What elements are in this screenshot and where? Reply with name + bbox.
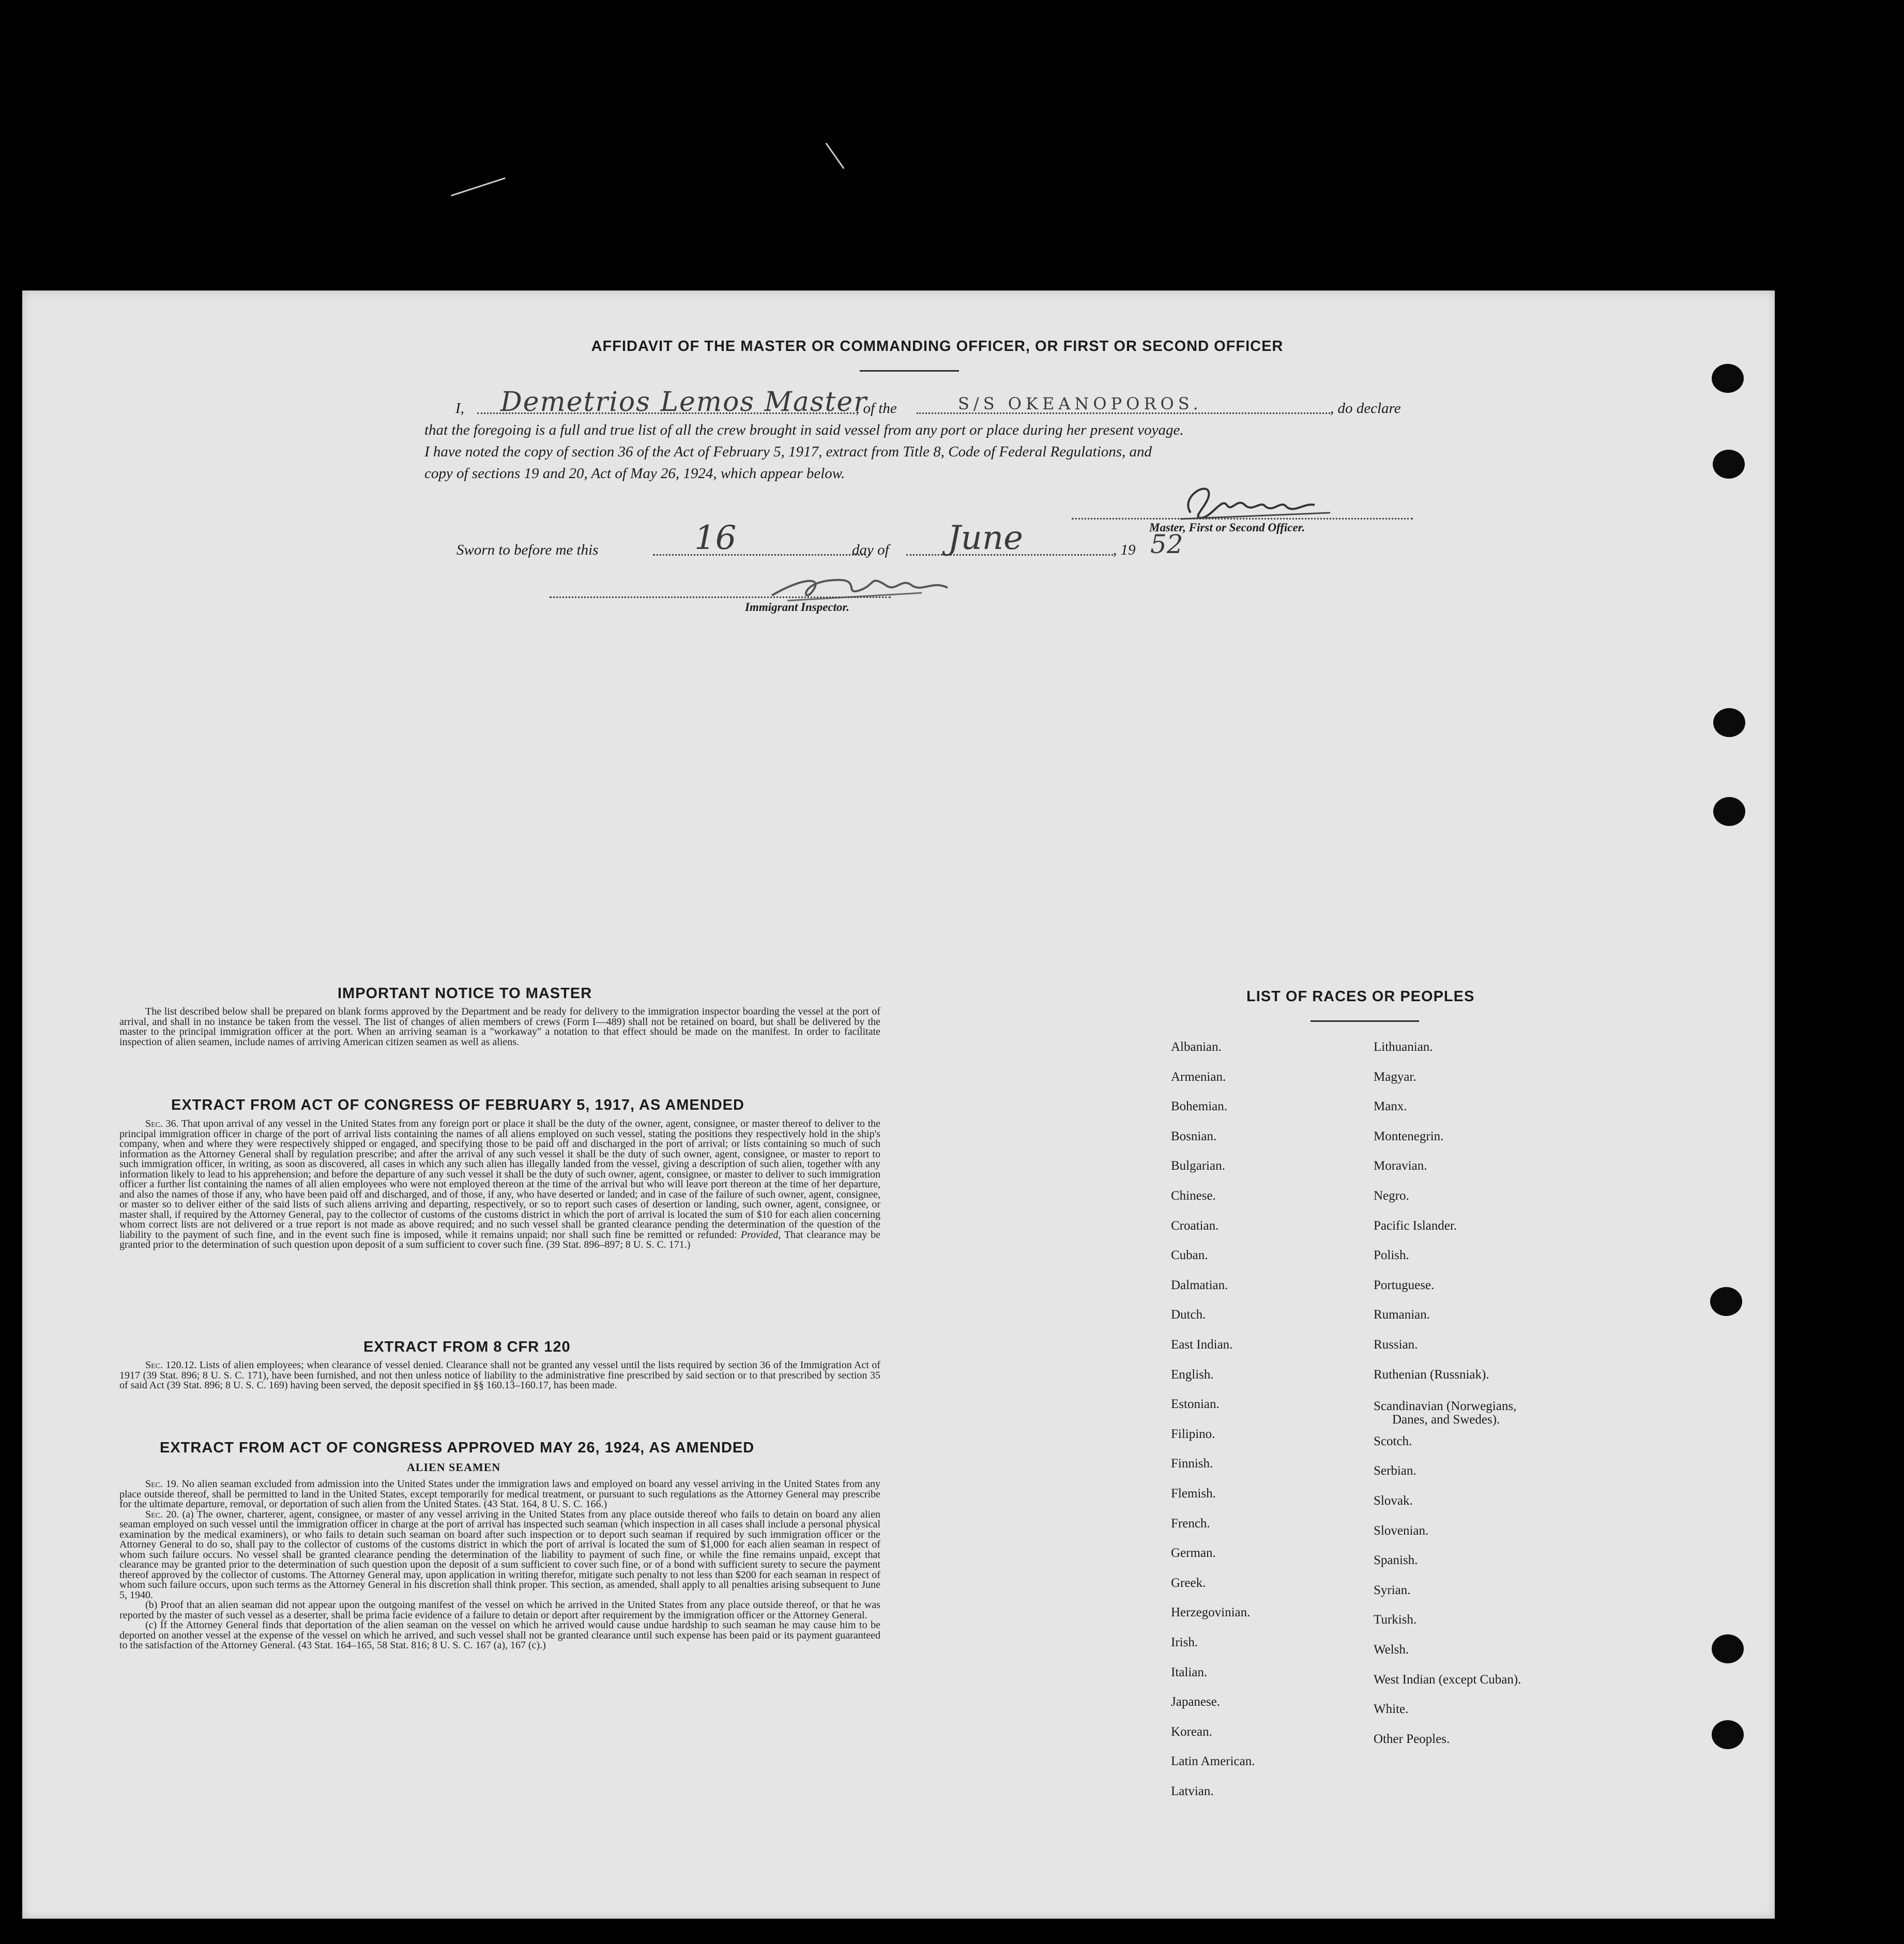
- extract-1917-body: [119, 1119, 880, 1250]
- film-scratch: [451, 177, 506, 196]
- race-item: Korean.: [1171, 1725, 1212, 1739]
- race-item: Latin American.: [1171, 1754, 1255, 1768]
- provided-word: Provided,: [740, 1229, 781, 1241]
- race-item: Bulgarian.: [1171, 1159, 1225, 1173]
- race-item: Flemish.: [1171, 1487, 1216, 1501]
- race-item: Filipino.: [1171, 1427, 1215, 1441]
- race-item: English.: [1171, 1368, 1214, 1382]
- sworn-prefix: Sworn to before me this: [456, 542, 599, 558]
- master-name-handwritten: Demetrios Lemos Master: [500, 387, 868, 418]
- section-36-tail: That clearance may be granted prior to the determination of such question upon deposit of a sum sufficient to cover such fine. (39 Stat. 896–897; 8 U. S. C. 171.): [119, 1229, 880, 1250]
- race-item: Chinese.: [1171, 1189, 1216, 1203]
- race-item: Scandinavian (Norwegians,: [1374, 1399, 1517, 1413]
- race-item: Slovak.: [1374, 1494, 1413, 1508]
- race-item: Herzegovinian.: [1171, 1605, 1251, 1619]
- year-handwritten: 52: [1150, 529, 1183, 559]
- declaration-line-3: I have noted the copy of section 36 of the Act of February 5, 1917, extract from Title 8, Code of Federal Regulations, and: [424, 443, 1152, 460]
- extract-1917-title: EXTRACT FROM ACT OF CONGRESS OF FEBRUARY 5, 1917, AS AMENDED: [171, 1097, 744, 1113]
- sworn-day-field: [653, 554, 870, 556]
- notice-title: IMPORTANT NOTICE TO MASTER: [338, 985, 592, 1002]
- race-item: West Indian (except Cuban).: [1374, 1673, 1521, 1687]
- day-of-label: day of: [852, 542, 889, 558]
- officer-signature: [1175, 477, 1346, 526]
- section-20-c: (c) If the Attorney General finds that deportation of the alien seaman on the vessel on which he arrived would cause undue hardship to such seaman he may cause him to be deported on another vessel at the expense of the vessel on which he arrived, and such vessel shall not be granted clearance until such expense has been paid or its payment guaranteed to the satisfaction of the Attorney General. (43 Stat. 164–165, 58 Stat. 816; 8 U. S. C. 167 (a), 167 (c).): [119, 1619, 880, 1651]
- race-item: Spanish.: [1374, 1553, 1418, 1567]
- race-item: Other Peoples.: [1374, 1732, 1450, 1746]
- race-item: Serbian.: [1374, 1464, 1416, 1478]
- race-item: Lithuanian.: [1374, 1040, 1433, 1054]
- declaration-line-4: copy of sections 19 and 20, Act of May 26, 1924, which appear below.: [424, 465, 845, 482]
- inspector-caption: Immigrant Inspector.: [745, 601, 849, 614]
- races-title: LIST OF RACES OR PEOPLES: [1246, 988, 1475, 1005]
- race-item: Scotch.: [1374, 1434, 1412, 1448]
- race-item: White.: [1374, 1702, 1409, 1716]
- extract-1924-body: [119, 1479, 880, 1651]
- inspector-signature-line: [550, 596, 891, 598]
- race-item: East Indian.: [1171, 1338, 1233, 1352]
- race-item: Finnish.: [1171, 1457, 1213, 1471]
- race-item: Latvian.: [1171, 1784, 1214, 1798]
- year-prefix: , 19: [1113, 542, 1136, 558]
- race-item: Albanian.: [1171, 1040, 1222, 1054]
- race-item: Welsh.: [1374, 1643, 1409, 1657]
- punch-hole: [1713, 450, 1745, 479]
- race-item: Slovenian.: [1374, 1524, 1429, 1538]
- race-item: Negro.: [1374, 1189, 1409, 1203]
- race-item: Dalmatian.: [1171, 1278, 1228, 1292]
- extract-1924-title: EXTRACT FROM ACT OF CONGRESS APPROVED MAY 26, 1924, AS AMENDED: [160, 1440, 755, 1456]
- race-item: Croatian.: [1171, 1219, 1219, 1233]
- notice-body-text: The list described below shall be prepared on blank forms approved by the Department and be ready for delivery to the immigration inspector boarding the vessel at the port of arrival, and shall in no instance be taken from the vessel. The list of changes of alien members of crews (Form I—489) shall not be retained on board, but shall be delivered by the master to the principal immigration officer at the port. When an arriving seaman is a "workaway" a notation to that effect should be made on the manifest. In order to facilitate inspection of alien seamen, include names of arriving American citizen seamen as well as aliens.: [119, 1006, 880, 1048]
- race-item: Danes, and Swedes).: [1392, 1413, 1500, 1427]
- sworn-day-handwritten: 16: [694, 519, 737, 557]
- section-19-text: No alien seaman excluded from admission into the United States under the immigration laws and employed on board any vessel arriving in the United States from any place outside thereof, shall be permitted to land in the United States, except temporarily for medical treatment, or pursuant to such regulations as the Attorney General may prescribe for the ultimate departure, removal, or deportation of such alien from the United States. (43 Stat. 164, 8 U. S. C. 166.): [119, 1478, 880, 1510]
- race-item: Armenian.: [1171, 1070, 1226, 1084]
- section-36-text: That upon arrival of any vessel in the United States from any foreign port or place it shall be the duty of the owner, agent, consignee, or master thereof to deliver to the principal immigration officer in charge of the port of arrival lists containing the names of all aliens employed on such vessel, stating the positions they respectively hold in the ship's company, when and where they were respectively shipped or engaged, and specifying those to be paid off and discharged in the port of arrival; or lists containing so much of such information as the Attorney General shall by regulation prescribe; and after the arrival of any such vessel it shall be the duty of such owner, agent, consignee, or master to report to such immigration officer, in writing, as soon as discovered, all cases in which any such alien has illegally landed from the vessel, giving a description of such alien, together with any information likely to lead to his apprehension; and before the departure of any such vessel it shall be the duty of such owner, agent, consignee, or master to deliver to such immigration officer a further list containing the names of all alien employees who were not employed thereon at the time of the arrival but who will leave port thereon at the time of her departure, and also the names of those if any, who have been paid off and discharged, and of those, if any, who have deserted or landed; and in case of the failure of such owner, agent, consignee, or master so to deliver either of the said lists of such aliens arriving and departing, respectively, or so to report such cases of desertion or landing, such owner, agent, consignee, or master shall, if required by the Attorney General, pay to the collector of customs of the customs district in which the port of arrival is located the sum of $10 for each alien concerning whom correct lists are not delivered or a true report is not made as above required; and no such vessel shall be granted clearance pending the determination of the question of the liability to the payment of such fine, and in the event such fine is imposed, while it remains unpaid; nor shall such fine be remitted or refunded:: [119, 1118, 881, 1241]
- race-item: Moravian.: [1374, 1159, 1427, 1173]
- section-120-label: Sec. 120.12.: [145, 1359, 197, 1371]
- section-20-text: (a) The owner, charterer, agent, consignee, or master of any vessel arriving in the United States from any place outside thereof who fails to detain on board any alien seaman employed on such vessel until the immigration officer in charge at the port of arrival has inspected such seaman (which inspection in all cases shall include a personal physical examination by the medical examiners), or who fails to detain such seaman on board after such inspection or to deport such seaman if required by such immigration officer or the Attorney General to do so, shall pay to the collector of customs of the customs district in which the port of arrival is located the sum of $1,000 for each alien seaman in respect of whom such failure occurs. No vessel shall be granted clearance pending the determination of the liability to payment of such fine, or while the fine remains unpaid, except that clearance may be granted prior to the determination of such question upon the deposit of a sum sufficient to cover such fine, or of a bond with sufficient surety to secure the payment thereof approved by the collector of customs. The Attorney General may, upon application in writing therefor, mitigate such penalty to not less than $200 for each seaman in respect of whom such failure occurs, upon such terms as the Attorney General in his discretion shall think proper. This section, as amended, shall apply to all penalties arising subsequent to June 5, 1940.: [119, 1508, 880, 1601]
- race-item: Turkish.: [1374, 1613, 1417, 1627]
- race-item: Syrian.: [1374, 1583, 1411, 1597]
- race-item: Dutch.: [1171, 1308, 1206, 1322]
- punch-hole: [1712, 364, 1744, 393]
- section-36-label: Sec. 36.: [145, 1118, 179, 1129]
- race-item: Bosnian.: [1171, 1129, 1217, 1143]
- race-item: German.: [1171, 1546, 1216, 1560]
- punch-hole: [1710, 1287, 1742, 1316]
- race-item: Greek.: [1171, 1576, 1206, 1590]
- vessel-name-handwritten: S/S OKEANOPOROS.: [958, 394, 1202, 414]
- race-item: Polish.: [1374, 1248, 1409, 1262]
- section-120-text: Lists of alien employees; when clearance of vessel denied. Clearance shall not be granted any vessel until the lists required by section 36 of the Immigration Act of 1917 (39 Stat. 896; 8 U. S. C. 171), have been furnished, and not then unless notice of liability to the administrative fine prescribed by said section or to that prescribed by section 35 of said Act (39 Stat. 896; 8 U. S. C. 169) having been served, the deposit specified in §§ 160.13–160.17, has been made.: [119, 1359, 881, 1391]
- extract-cfr-title: EXTRACT FROM 8 CFR 120: [363, 1339, 571, 1355]
- punch-hole: [1713, 797, 1745, 826]
- document-page: [22, 290, 1775, 1919]
- race-item: Montenegrin.: [1374, 1129, 1444, 1143]
- race-item: Portuguese.: [1374, 1278, 1435, 1292]
- race-item: Irish.: [1171, 1635, 1198, 1649]
- declaration-suffix: , do declare: [1330, 400, 1401, 417]
- sworn-month-handwritten: June: [948, 519, 1023, 557]
- race-item: Italian.: [1171, 1665, 1208, 1679]
- affidavit-title-rule: [860, 370, 959, 372]
- race-item: French.: [1171, 1517, 1210, 1530]
- race-item: Manx.: [1374, 1099, 1407, 1113]
- declaration-line-2: that the foregoing is a full and true list of all the crew brought in said vessel from any port or place during her present voyage.: [424, 422, 1184, 438]
- film-scratch: [826, 143, 845, 169]
- section-19-label: Sec. 19.: [145, 1478, 179, 1490]
- extract-1924-subtitle: ALIEN SEAMEN: [407, 1461, 501, 1474]
- section-20-label: Sec. 20.: [145, 1508, 179, 1520]
- races-title-rule: [1311, 1020, 1419, 1022]
- race-item: Russian.: [1374, 1338, 1418, 1352]
- punch-hole: [1712, 1634, 1744, 1663]
- affidavit-title: AFFIDAVIT OF THE MASTER OR COMMANDING OFFICER, OR FIRST OR SECOND OFFICER: [591, 338, 1284, 355]
- race-item: Estonian.: [1171, 1397, 1220, 1411]
- notice-body: [119, 1007, 880, 1047]
- race-item: Bohemian.: [1171, 1099, 1228, 1113]
- declaration-of-the: , of the: [856, 400, 897, 417]
- race-item: Cuban.: [1171, 1248, 1208, 1262]
- section-20-b: (b) Proof that an alien seaman did not appear upon the outgoing manifest of the vessel on which he arrived in the United States from any place outside thereof, or that he was reported by the master of such vessel as a deserter, shall be prima facie evidence of a failure to detain or deport after requirement by the immigration officer or the Attorney General.: [119, 1599, 880, 1621]
- declaration-prefix: I,: [455, 400, 464, 417]
- race-item: Ruthenian (Russniak).: [1374, 1368, 1489, 1382]
- race-item: Rumanian.: [1374, 1308, 1430, 1322]
- punch-hole: [1712, 1720, 1744, 1749]
- race-item: Japanese.: [1171, 1695, 1221, 1709]
- punch-hole: [1713, 708, 1745, 737]
- officer-caption: Master, First or Second Officer.: [1149, 521, 1305, 534]
- extract-cfr-body: [119, 1360, 880, 1391]
- race-item: Pacific Islander.: [1374, 1219, 1457, 1233]
- race-item: Magyar.: [1374, 1070, 1416, 1084]
